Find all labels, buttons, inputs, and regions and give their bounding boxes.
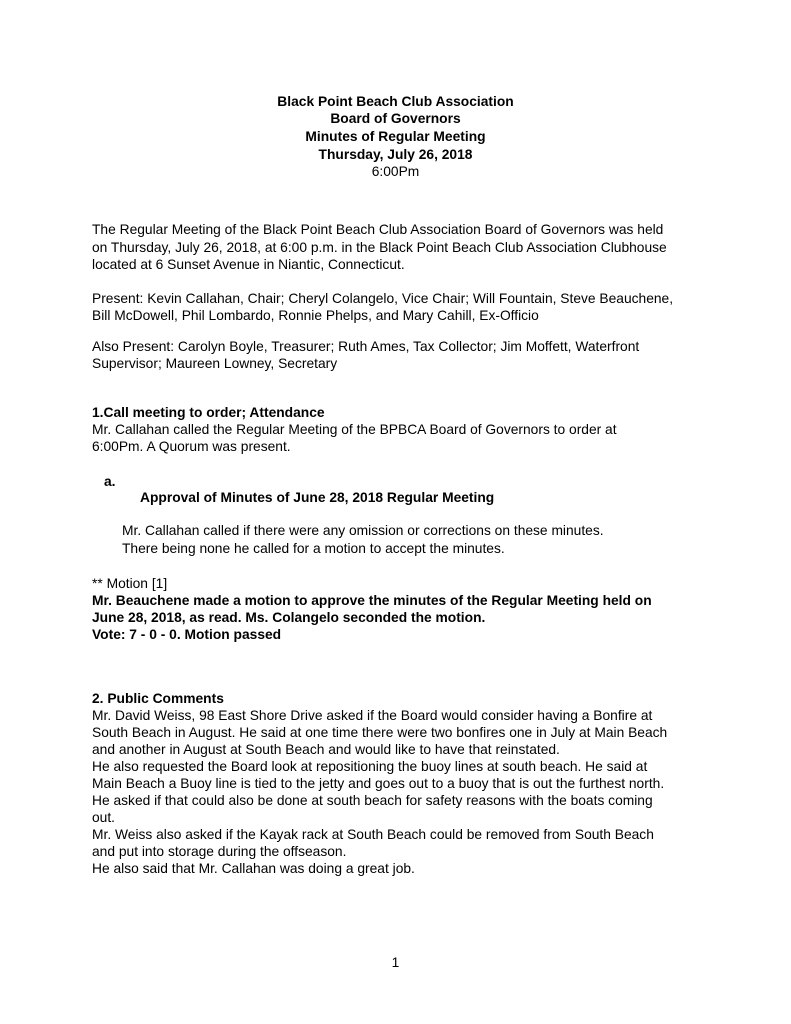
intro-line: The Regular Meeting of the Black Point Beach Club Association Board of Governors was held [92, 222, 664, 237]
section-2-line: Main Beach a Buoy line is tied to the jetty and goes out to a buoy that is out the furthest north. [92, 776, 665, 791]
item-a-marker: a. [104, 474, 116, 489]
motion-1-line: Mr. Beauchene made a motion to approve the minutes of the Regular Meeting held on [92, 593, 652, 608]
motion-1-vote: Vote: 7 - 0 - 0. Motion passed [92, 627, 282, 642]
page-number: 1 [391, 955, 400, 970]
item-a-heading: Approval of Minutes of June 28, 2018 Regular Meeting [140, 490, 495, 505]
section-2-line: and put into storage during the offseason. [92, 844, 347, 859]
section-2-line: He also said that Mr. Callahan was doing a great job. [92, 861, 415, 876]
section-2-line: Mr. David Weiss, 98 East Shore Drive asked if the Board would consider having a Bonfire at [92, 708, 653, 723]
motion-1-heading: ** Motion [1] [92, 576, 168, 591]
document-title: Minutes of Regular Meeting [305, 129, 486, 144]
board-name: Board of Governors [330, 111, 461, 126]
section-2-line: out. [92, 810, 116, 825]
item-a-line: Mr. Callahan called if there were any omission or corrections on these minutes. [122, 523, 604, 538]
present-line: Bill McDowell, Phil Lombardo, Ronnie Phelps, and Mary Cahill, Ex-Officio [92, 308, 539, 323]
also-present-line: Also Present: Carolyn Boyle, Treasurer; Ruth Ames, Tax Collector; Jim Moffett, Waterfront [92, 339, 640, 354]
section-2-line: South Beach in August. He said at one time there were two bonfires one in July at Main Beach [92, 725, 668, 740]
meeting-date: Thursday, July 26, 2018 [318, 147, 473, 162]
motion-1-line: June 28, 2018, as read. Ms. Colangelo seconded the motion. [92, 610, 486, 625]
section-2-line: He also requested the Board look at repositioning the buoy lines at south beach. He said at [92, 759, 648, 774]
section-1-line: 6:00Pm. A Quorum was present. [92, 439, 291, 454]
intro-line: located at 6 Sunset Avenue in Niantic, Connecticut. [92, 257, 405, 272]
section-2-line: and another in August at South Beach and would like to have that reinstated. [92, 742, 560, 757]
item-a-line: There being none he called for a motion to accept the minutes. [122, 541, 505, 556]
section-2-line: He asked if that could also be done at south beach for safety reasons with the boats coming [92, 793, 653, 808]
section-2-line: Mr. Weiss also asked if the Kayak rack at South Beach could be removed from South Beach [92, 827, 654, 842]
org-name: Black Point Beach Club Association [277, 94, 514, 109]
section-2-heading: 2. Public Comments [92, 691, 224, 706]
also-present-line: Supervisor; Maureen Lowney, Secretary [92, 356, 338, 371]
section-1-heading: 1.Call meeting to order; Attendance [92, 405, 325, 420]
intro-line: on Thursday, July 26, 2018, at 6:00 p.m. in the Black Point Beach Club Association Clubhouse [92, 240, 667, 255]
meeting-time: 6:00Pm [371, 164, 420, 179]
present-line: Present: Kevin Callahan, Chair; Cheryl Colangelo, Vice Chair; Will Fountain, Steve Beauchene, [92, 291, 674, 306]
section-1-line: Mr. Callahan called the Regular Meeting of the BPBCA Board of Governors to order at [92, 422, 617, 437]
